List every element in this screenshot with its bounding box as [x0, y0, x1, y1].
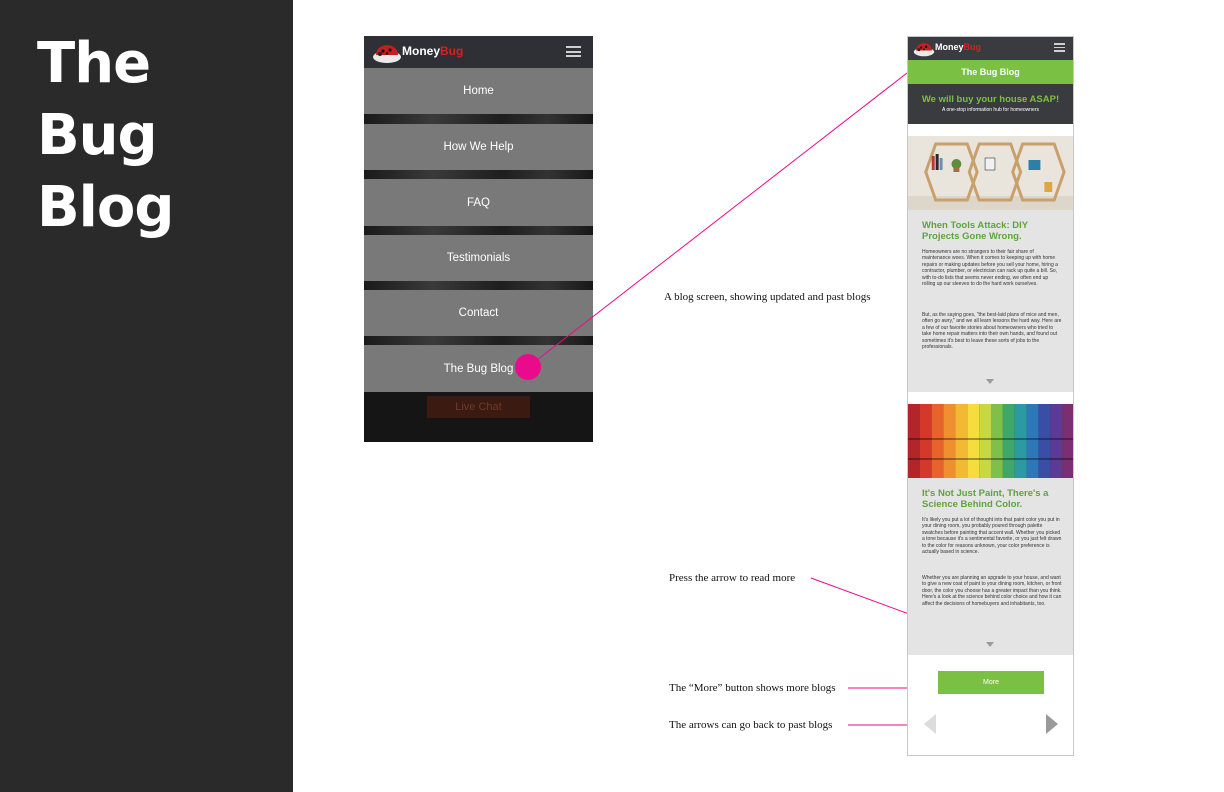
logo-word-bug: Bug [440, 44, 464, 58]
post-excerpt: Whether you are planning an upgrade to your house, and want to give a new coat of paint to your dining room, kitchen, or front door, the color you choose has a greater impact than you think. Here's a look at the science behind color choice and how it can affect the decisions of homebuyers and inhabitants, too. [922, 575, 1062, 607]
hero-subtitle: A one-stop information hub for homeowners [942, 107, 1039, 113]
menu-item-contact[interactable]: Contact [364, 290, 593, 336]
read-more-arrow-icon[interactable] [986, 642, 994, 647]
menu-item-faq[interactable]: FAQ [364, 179, 593, 226]
previous-arrow-icon[interactable] [924, 714, 936, 734]
next-arrow-icon[interactable] [1046, 714, 1058, 734]
section-title-bar: The Bug Blog [908, 60, 1073, 84]
menu-item-home[interactable]: Home [364, 68, 593, 114]
read-more-arrow-icon[interactable] [986, 379, 994, 384]
menu-item-testimonials[interactable]: Testimonials [364, 235, 593, 281]
ladybug-logo-icon [913, 41, 935, 57]
menu-item-bug-blog[interactable]: The Bug Blog [364, 345, 593, 392]
post-excerpt: It's likely you put a lot of thought into that paint color you put in your dining room, you probably poured through palette swatches before painting that accent wall. Whether you picked a tone because it's a sentimental favorite, or you just felt drawn to the color for reasons unknown, your color preference is actually based in science. [922, 517, 1062, 556]
post-title[interactable]: It's Not Just Paint, There's a Science Behind Color. [922, 488, 1049, 510]
title-line: Bug [37, 103, 157, 168]
hero-title: We will buy your house ASAP! [921, 94, 1060, 105]
menu-item-how-we-help[interactable]: How We Help [364, 124, 593, 170]
shelves-image [908, 136, 1073, 210]
title-line: The [37, 31, 151, 96]
blog-screen-mockup [907, 36, 1074, 756]
title-line: Blog [37, 175, 174, 240]
annotation-more-button: The “More” button shows more blogs [669, 682, 836, 694]
hero-banner [908, 84, 1073, 124]
hamburger-menu-icon[interactable] [1054, 43, 1065, 51]
post-excerpt: But, as the saying goes, "the best-laid plans of mice and men, often go awry," and we all learn lessons the hard way. Here are a few of our favorite stories about homeowners who tried to take home repair matters into their own hands, and found out sometimes it's best to leave these sorts of jobs to the professionals. [922, 312, 1062, 351]
logo-word-money: Money [402, 44, 441, 58]
blog-post-card [908, 136, 1073, 392]
logo-word-bug: Bug [963, 42, 982, 52]
more-button[interactable]: More [938, 671, 1044, 694]
annotation-press-arrow: Press the arrow to read more [669, 572, 796, 584]
paint-swatches-image [908, 404, 1073, 478]
live-chat-button[interactable]: Live Chat [427, 396, 530, 418]
annotation-arrows: The arrows can go back to past blogs [669, 719, 833, 731]
blog-post-card [908, 404, 1073, 655]
app-header [908, 37, 1073, 60]
annotation-blog-screen: A blog screen, showing updated and past blogs [664, 291, 871, 303]
post-excerpt: Homeowners are no strangers to their fair share of maintenance woes. When it comes to keeping up with home repairs or making updates before you sell your home, hiring a contractor, plumber, or electrician can rack up quite a bill. So, with to-do lists that seems never ending, we often end up rolling up our sleeves to do the hard work ourselves. [922, 249, 1058, 288]
logo-word-money: Money [935, 42, 964, 52]
tap-indicator-dot [515, 354, 541, 380]
post-title[interactable]: When Tools Attack: DIY Projects Gone Wrong. [922, 220, 1028, 242]
logo-text [935, 42, 981, 52]
